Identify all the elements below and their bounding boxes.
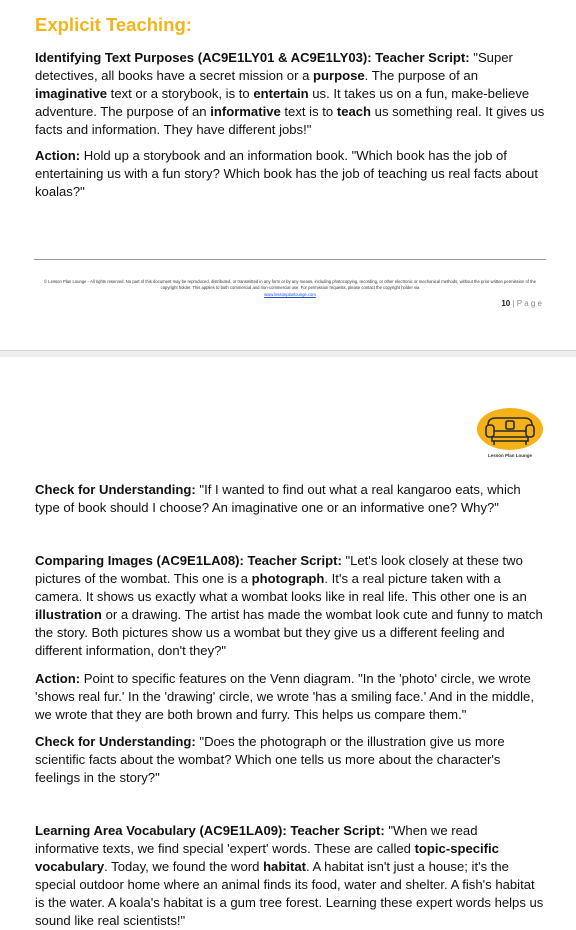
copyright-notice: © Lesson Plan Lounge - All rights reserved. No part of this document may be reproduced, distributed, or transmitted in any form or by any means, including photocopying, recording, or other electronic or mechanical methods, without the prior written permission of the copyright holder. This applies to both commercial and non-commercial use. For permission requests, please contact the copyright holder via <box>44 279 536 290</box>
couch-logo-icon <box>476 407 544 453</box>
check-for-understanding-2: Check for Understanding: "Does the photograph or the illustration give us more scientific facts about the wombat? Which one tells us more about the character's feelings in the story?" <box>35 734 505 785</box>
action-paragraph: Action: Hold up a storybook and an information book. "Which book has the job of entertaining us with a fun story? Which book has the job of teaching us real facts about koalas?" <box>35 148 538 199</box>
lesson-plan-lounge-logo <box>476 407 544 458</box>
footer-divider <box>34 259 546 260</box>
page-number: 10 | P a g e <box>501 299 542 308</box>
teacher-script-vocabulary: Learning Area Vocabulary (AC9E1LA09): Teacher Script: "When we read informative texts, we find special 'expert' words. These are called topic-specific vocabulary. Today, we found the word habitat. A habitat isn't just a house; it's the special outdoor home where an animal finds its food, water and shelter. A fish's habitat is the water. A koala's habitat is a gum tree forest. Learning these expert words helps us sound like real scientists!" <box>35 823 544 928</box>
logo-caption: Lesson Plan Lounge <box>487 453 532 458</box>
check-for-understanding-1: Check for Understanding: "If I wanted to find out what a real kangaroo eats, which type of book should I choose? An imaginative one or an informative one? Why?" <box>35 482 521 515</box>
teacher-script-comparing-images: Comparing Images (AC9E1LA08): Teacher Script: "Let's look closely at these two pictures of the wombat. This one is a photograph. It's a real picture taken with a camera. It shows us exactly what a wombat looks like in real life. This other one is an illustration or a drawing. The artist has made the wombat look cute and funny to match the story. Both pictures show us a wombat but they give us a different feeling and different information, don't they?" <box>35 553 543 658</box>
document-page-10 <box>0 0 576 350</box>
document-page-11 <box>0 357 576 928</box>
website-link[interactable]: www.lessonplanlounge.com <box>264 292 316 297</box>
action-venn-paragraph: Action: Point to specific features on the Venn diagram. "In the 'photo' circle, we wrote 'shows real fur.' In the 'drawing' circle, we wrote 'has a smiling face.' And in the middle, we wrote that they are both brown and furry. This helps us compare them." <box>35 671 534 722</box>
teacher-script-text-purposes: Identifying Text Purposes (AC9E1LY01 & AC9E1LY03): Teacher Script: "Super detectives, all books have a secret mission or a purpose. The purpose of an imaginative text or a storybook, is to entertain us. It takes us on a fun, make-believe adventure. The purpose of an informative text is to teach us something real. It gives us facts and information. They have different jobs!" <box>35 50 545 137</box>
section-heading: Explicit Teaching: <box>35 14 192 35</box>
